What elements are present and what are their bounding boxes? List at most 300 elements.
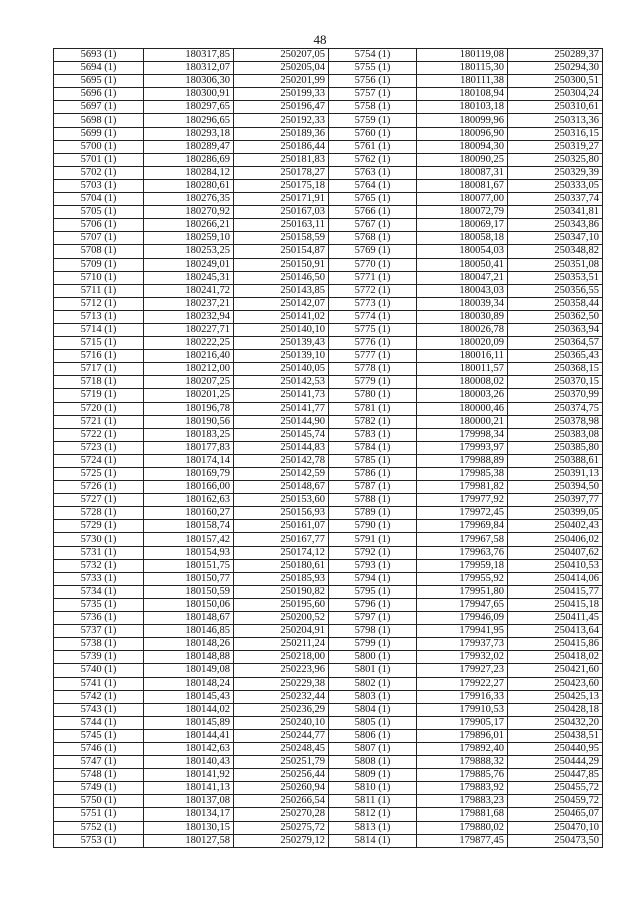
y-coordinate-cell: 250415,77	[508, 585, 603, 598]
x-coordinate-cell: 180140,43	[144, 756, 234, 769]
point-id-cell: 5771 (1)	[329, 271, 417, 284]
x-coordinate-cell: 180094,30	[417, 140, 508, 153]
table-row	[54, 677, 603, 690]
point-id-cell: 5755 (1)	[329, 62, 417, 75]
point-id-cell: 5747 (1)	[54, 756, 144, 769]
x-coordinate-cell: 179922,27	[417, 677, 508, 690]
y-coordinate-cell: 250391,13	[508, 468, 603, 481]
point-id-cell: 5770 (1)	[329, 258, 417, 271]
table-row	[54, 520, 603, 533]
point-id-cell: 5695 (1)	[54, 75, 144, 88]
point-id-cell: 5703 (1)	[54, 179, 144, 192]
x-coordinate-cell: 180306,30	[144, 75, 234, 88]
point-id-cell: 5807 (1)	[329, 742, 417, 755]
point-id-cell: 5812 (1)	[329, 808, 417, 821]
table-row	[54, 546, 603, 559]
y-coordinate-cell: 250211,24	[234, 638, 329, 651]
y-coordinate-cell: 250459,72	[508, 795, 603, 808]
x-coordinate-cell: 180276,35	[144, 193, 234, 206]
x-coordinate-cell: 180146,85	[144, 625, 234, 638]
y-coordinate-cell: 250236,29	[234, 703, 329, 716]
x-coordinate-cell: 180008,02	[417, 376, 508, 389]
y-coordinate-cell: 250368,15	[508, 363, 603, 376]
y-coordinate-cell: 250181,83	[234, 153, 329, 166]
x-coordinate-cell: 180047,21	[417, 271, 508, 284]
y-coordinate-cell: 250358,44	[508, 297, 603, 310]
point-id-cell: 5742 (1)	[54, 690, 144, 703]
x-coordinate-cell: 180148,26	[144, 638, 234, 651]
y-coordinate-cell: 250229,38	[234, 677, 329, 690]
point-id-cell: 5780 (1)	[329, 389, 417, 402]
x-coordinate-cell: 179910,53	[417, 703, 508, 716]
point-id-cell: 5786 (1)	[329, 468, 417, 481]
x-coordinate-cell: 180145,43	[144, 690, 234, 703]
y-coordinate-cell: 250161,07	[234, 520, 329, 533]
point-id-cell: 5708 (1)	[54, 245, 144, 258]
y-coordinate-cell: 250343,86	[508, 219, 603, 232]
table-row	[54, 782, 603, 795]
y-coordinate-cell: 250313,36	[508, 114, 603, 127]
y-coordinate-cell: 250185,93	[234, 572, 329, 585]
x-coordinate-cell: 180150,06	[144, 598, 234, 611]
point-id-cell: 5732 (1)	[54, 559, 144, 572]
y-coordinate-cell: 250218,00	[234, 651, 329, 664]
x-coordinate-cell: 180293,18	[144, 127, 234, 140]
y-coordinate-cell: 250140,05	[234, 363, 329, 376]
table-row	[54, 428, 603, 441]
point-id-cell: 5714 (1)	[54, 323, 144, 336]
point-id-cell: 5753 (1)	[54, 834, 144, 847]
point-id-cell: 5709 (1)	[54, 258, 144, 271]
y-coordinate-cell: 250300,51	[508, 75, 603, 88]
y-coordinate-cell: 250195,60	[234, 598, 329, 611]
y-coordinate-cell: 250351,08	[508, 258, 603, 271]
y-coordinate-cell: 250363,94	[508, 323, 603, 336]
y-coordinate-cell: 250204,91	[234, 625, 329, 638]
point-id-cell: 5731 (1)	[54, 546, 144, 559]
page-number: 48	[313, 32, 327, 47]
x-coordinate-cell: 180011,57	[417, 363, 508, 376]
y-coordinate-cell: 250223,96	[234, 664, 329, 677]
y-coordinate-cell: 250402,43	[508, 520, 603, 533]
y-coordinate-cell: 250256,44	[234, 769, 329, 782]
point-id-cell: 5729 (1)	[54, 520, 144, 533]
x-coordinate-cell: 179932,02	[417, 651, 508, 664]
y-coordinate-cell: 250150,91	[234, 258, 329, 271]
x-coordinate-cell: 180130,15	[144, 821, 234, 834]
table-row	[54, 454, 603, 467]
x-coordinate-cell: 179951,80	[417, 585, 508, 598]
x-coordinate-cell: 179883,92	[417, 782, 508, 795]
table-row	[54, 219, 603, 232]
y-coordinate-cell: 250319,27	[508, 140, 603, 153]
table-row	[54, 402, 603, 415]
y-coordinate-cell: 250266,54	[234, 795, 329, 808]
point-id-cell: 5768 (1)	[329, 232, 417, 245]
x-coordinate-cell: 180148,24	[144, 677, 234, 690]
point-id-cell: 5796 (1)	[329, 598, 417, 611]
table-row	[54, 481, 603, 494]
y-coordinate-cell: 250310,61	[508, 101, 603, 114]
x-coordinate-cell: 180286,69	[144, 153, 234, 166]
point-id-cell: 5722 (1)	[54, 428, 144, 441]
y-coordinate-cell: 250410,53	[508, 559, 603, 572]
point-id-cell: 5733 (1)	[54, 572, 144, 585]
x-coordinate-cell: 180196,78	[144, 402, 234, 415]
table-row	[54, 664, 603, 677]
point-id-cell: 5791 (1)	[329, 533, 417, 546]
point-id-cell: 5782 (1)	[329, 415, 417, 428]
y-coordinate-cell: 250294,30	[508, 62, 603, 75]
x-coordinate-cell: 180069,17	[417, 219, 508, 232]
point-id-cell: 5715 (1)	[54, 337, 144, 350]
x-coordinate-cell: 180148,88	[144, 651, 234, 664]
x-coordinate-cell: 180026,78	[417, 323, 508, 336]
x-coordinate-cell: 180232,94	[144, 310, 234, 323]
x-coordinate-cell: 179972,45	[417, 507, 508, 520]
point-id-cell: 5699 (1)	[54, 127, 144, 140]
point-id-cell: 5730 (1)	[54, 533, 144, 546]
y-coordinate-cell: 250139,43	[234, 337, 329, 350]
point-id-cell: 5696 (1)	[54, 88, 144, 101]
y-coordinate-cell: 250415,86	[508, 638, 603, 651]
point-id-cell: 5790 (1)	[329, 520, 417, 533]
point-id-cell: 5757 (1)	[329, 88, 417, 101]
point-id-cell: 5697 (1)	[54, 101, 144, 114]
y-coordinate-cell: 250364,57	[508, 337, 603, 350]
point-id-cell: 5760 (1)	[329, 127, 417, 140]
y-coordinate-cell: 250473,50	[508, 834, 603, 847]
y-coordinate-cell: 250192,33	[234, 114, 329, 127]
point-id-cell: 5756 (1)	[329, 75, 417, 88]
y-coordinate-cell: 250347,10	[508, 232, 603, 245]
y-coordinate-cell: 250455,72	[508, 782, 603, 795]
y-coordinate-cell: 250325,80	[508, 153, 603, 166]
y-coordinate-cell: 250438,51	[508, 729, 603, 742]
y-coordinate-cell: 250418,02	[508, 651, 603, 664]
y-coordinate-cell: 250260,94	[234, 782, 329, 795]
point-id-cell: 5739 (1)	[54, 651, 144, 664]
y-coordinate-cell: 250428,18	[508, 703, 603, 716]
y-coordinate-cell: 250406,02	[508, 533, 603, 546]
y-coordinate-cell: 250175,18	[234, 179, 329, 192]
table-row	[54, 769, 603, 782]
y-coordinate-cell: 250425,13	[508, 690, 603, 703]
point-id-cell: 5787 (1)	[329, 481, 417, 494]
y-coordinate-cell: 250141,73	[234, 389, 329, 402]
y-coordinate-cell: 250171,91	[234, 193, 329, 206]
point-id-cell: 5808 (1)	[329, 756, 417, 769]
x-coordinate-cell: 180072,79	[417, 206, 508, 219]
point-id-cell: 5761 (1)	[329, 140, 417, 153]
table-row	[54, 559, 603, 572]
y-coordinate-cell: 250421,60	[508, 664, 603, 677]
y-coordinate-cell: 250144,90	[234, 415, 329, 428]
point-id-cell: 5704 (1)	[54, 193, 144, 206]
table-row	[54, 756, 603, 769]
point-id-cell: 5752 (1)	[54, 821, 144, 834]
x-coordinate-cell: 179937,73	[417, 638, 508, 651]
point-id-cell: 5759 (1)	[329, 114, 417, 127]
x-coordinate-cell: 180099,96	[417, 114, 508, 127]
y-coordinate-cell: 250407,62	[508, 546, 603, 559]
point-id-cell: 5775 (1)	[329, 323, 417, 336]
x-coordinate-cell: 180296,65	[144, 114, 234, 127]
table-row	[54, 376, 603, 389]
y-coordinate-cell: 250248,45	[234, 742, 329, 755]
x-coordinate-cell: 180020,09	[417, 337, 508, 350]
table-row	[54, 350, 603, 363]
x-coordinate-cell: 179947,65	[417, 598, 508, 611]
point-id-cell: 5720 (1)	[54, 402, 144, 415]
x-coordinate-cell: 180201,25	[144, 389, 234, 402]
x-coordinate-cell: 180144,02	[144, 703, 234, 716]
point-id-cell: 5777 (1)	[329, 350, 417, 363]
table-row	[54, 821, 603, 834]
point-id-cell: 5803 (1)	[329, 690, 417, 703]
y-coordinate-cell: 250201,99	[234, 75, 329, 88]
x-coordinate-cell: 180259,10	[144, 232, 234, 245]
table-row	[54, 729, 603, 742]
y-coordinate-cell: 250199,33	[234, 88, 329, 101]
x-coordinate-cell: 179969,84	[417, 520, 508, 533]
point-id-cell: 5764 (1)	[329, 179, 417, 192]
table-row	[54, 389, 603, 402]
y-coordinate-cell: 250178,27	[234, 166, 329, 179]
point-id-cell: 5749 (1)	[54, 782, 144, 795]
y-coordinate-cell: 250167,03	[234, 206, 329, 219]
y-coordinate-cell: 250141,02	[234, 310, 329, 323]
x-coordinate-cell: 180087,31	[417, 166, 508, 179]
x-coordinate-cell: 179946,09	[417, 612, 508, 625]
y-coordinate-cell: 250146,50	[234, 271, 329, 284]
point-id-cell: 5710 (1)	[54, 271, 144, 284]
x-coordinate-cell: 179985,38	[417, 468, 508, 481]
point-id-cell: 5748 (1)	[54, 769, 144, 782]
x-coordinate-cell: 179877,45	[417, 834, 508, 847]
point-id-cell: 5735 (1)	[54, 598, 144, 611]
y-coordinate-cell: 250316,15	[508, 127, 603, 140]
y-coordinate-cell: 250143,85	[234, 284, 329, 297]
x-coordinate-cell: 180289,47	[144, 140, 234, 153]
point-id-cell: 5734 (1)	[54, 585, 144, 598]
x-coordinate-cell: 180090,25	[417, 153, 508, 166]
x-coordinate-cell: 180312,07	[144, 62, 234, 75]
y-coordinate-cell: 250275,72	[234, 821, 329, 834]
point-id-cell: 5766 (1)	[329, 206, 417, 219]
x-coordinate-cell: 180003,26	[417, 389, 508, 402]
y-coordinate-cell: 250470,10	[508, 821, 603, 834]
x-coordinate-cell: 179993,97	[417, 441, 508, 454]
x-coordinate-cell: 179880,02	[417, 821, 508, 834]
point-id-cell: 5726 (1)	[54, 481, 144, 494]
table-row	[54, 638, 603, 651]
x-coordinate-cell: 179916,33	[417, 690, 508, 703]
point-id-cell: 5737 (1)	[54, 625, 144, 638]
point-id-cell: 5785 (1)	[329, 454, 417, 467]
x-coordinate-cell: 180111,38	[417, 75, 508, 88]
x-coordinate-cell: 180148,67	[144, 612, 234, 625]
point-id-cell: 5746 (1)	[54, 742, 144, 755]
x-coordinate-cell: 180177,83	[144, 441, 234, 454]
x-coordinate-cell: 180300,91	[144, 88, 234, 101]
x-coordinate-cell: 180050,41	[417, 258, 508, 271]
point-id-cell: 5813 (1)	[329, 821, 417, 834]
point-id-cell: 5725 (1)	[54, 468, 144, 481]
point-id-cell: 5721 (1)	[54, 415, 144, 428]
y-coordinate-cell: 250189,36	[234, 127, 329, 140]
x-coordinate-cell: 180270,92	[144, 206, 234, 219]
table-row	[54, 232, 603, 245]
y-coordinate-cell: 250304,24	[508, 88, 603, 101]
point-id-cell: 5724 (1)	[54, 454, 144, 467]
point-id-cell: 5705 (1)	[54, 206, 144, 219]
point-id-cell: 5779 (1)	[329, 376, 417, 389]
x-coordinate-cell: 180043,03	[417, 284, 508, 297]
table-row	[54, 468, 603, 481]
x-coordinate-cell: 180149,08	[144, 664, 234, 677]
point-id-cell: 5799 (1)	[329, 638, 417, 651]
y-coordinate-cell: 250365,43	[508, 350, 603, 363]
y-coordinate-cell: 250362,50	[508, 310, 603, 323]
x-coordinate-cell: 180245,31	[144, 271, 234, 284]
point-id-cell: 5795 (1)	[329, 585, 417, 598]
x-coordinate-cell: 180158,74	[144, 520, 234, 533]
x-coordinate-cell: 180157,42	[144, 533, 234, 546]
y-coordinate-cell: 250397,77	[508, 494, 603, 507]
x-coordinate-cell: 179981,82	[417, 481, 508, 494]
table-row	[54, 808, 603, 821]
x-coordinate-cell: 180134,17	[144, 808, 234, 821]
y-coordinate-cell: 250341,81	[508, 206, 603, 219]
point-id-cell: 5774 (1)	[329, 310, 417, 323]
point-id-cell: 5781 (1)	[329, 402, 417, 415]
point-id-cell: 5717 (1)	[54, 363, 144, 376]
point-id-cell: 5809 (1)	[329, 769, 417, 782]
point-id-cell: 5694 (1)	[54, 62, 144, 75]
point-id-cell: 5738 (1)	[54, 638, 144, 651]
y-coordinate-cell: 250337,74	[508, 193, 603, 206]
x-coordinate-cell: 180144,41	[144, 729, 234, 742]
y-coordinate-cell: 250141,77	[234, 402, 329, 415]
x-coordinate-cell: 180119,08	[417, 49, 508, 62]
table-row	[54, 323, 603, 336]
point-id-cell: 5792 (1)	[329, 546, 417, 559]
point-id-cell: 5750 (1)	[54, 795, 144, 808]
point-id-cell: 5805 (1)	[329, 716, 417, 729]
table-row	[54, 271, 603, 284]
x-coordinate-cell: 180000,46	[417, 402, 508, 415]
point-id-cell: 5762 (1)	[329, 153, 417, 166]
point-id-cell: 5806 (1)	[329, 729, 417, 742]
x-coordinate-cell: 180169,79	[144, 468, 234, 481]
x-coordinate-cell: 180222,25	[144, 337, 234, 350]
point-id-cell: 5800 (1)	[329, 651, 417, 664]
y-coordinate-cell: 250414,06	[508, 572, 603, 585]
y-coordinate-cell: 250140,10	[234, 323, 329, 336]
x-coordinate-cell: 179896,01	[417, 729, 508, 742]
point-id-cell: 5693 (1)	[54, 49, 144, 62]
x-coordinate-cell: 180227,71	[144, 323, 234, 336]
table-row	[54, 507, 603, 520]
y-coordinate-cell: 250388,61	[508, 454, 603, 467]
y-coordinate-cell: 250142,78	[234, 454, 329, 467]
table-row	[54, 572, 603, 585]
x-coordinate-cell: 179988,89	[417, 454, 508, 467]
point-id-cell: 5797 (1)	[329, 612, 417, 625]
y-coordinate-cell: 250413,64	[508, 625, 603, 638]
point-id-cell: 5751 (1)	[54, 808, 144, 821]
point-id-cell: 5706 (1)	[54, 219, 144, 232]
x-coordinate-cell: 180212,00	[144, 363, 234, 376]
x-coordinate-cell: 180253,25	[144, 245, 234, 258]
point-id-cell: 5798 (1)	[329, 625, 417, 638]
table-row	[54, 193, 603, 206]
coordinates-table	[53, 48, 603, 848]
y-coordinate-cell: 250279,12	[234, 834, 329, 847]
y-coordinate-cell: 250348,82	[508, 245, 603, 258]
x-coordinate-cell: 180142,63	[144, 742, 234, 755]
point-id-cell: 5814 (1)	[329, 834, 417, 847]
y-coordinate-cell: 250163,11	[234, 219, 329, 232]
x-coordinate-cell: 180216,40	[144, 350, 234, 363]
point-id-cell: 5723 (1)	[54, 441, 144, 454]
y-coordinate-cell: 250174,12	[234, 546, 329, 559]
x-coordinate-cell: 180190,56	[144, 415, 234, 428]
point-id-cell: 5801 (1)	[329, 664, 417, 677]
point-id-cell: 5745 (1)	[54, 729, 144, 742]
table-row	[54, 75, 603, 88]
x-coordinate-cell: 179941,95	[417, 625, 508, 638]
table-row	[54, 834, 603, 847]
point-id-cell: 5707 (1)	[54, 232, 144, 245]
x-coordinate-cell: 179963,76	[417, 546, 508, 559]
x-coordinate-cell: 180115,30	[417, 62, 508, 75]
point-id-cell: 5767 (1)	[329, 219, 417, 232]
y-coordinate-cell: 250232,44	[234, 690, 329, 703]
y-coordinate-cell: 250142,07	[234, 297, 329, 310]
x-coordinate-cell: 180297,65	[144, 101, 234, 114]
y-coordinate-cell: 250378,98	[508, 415, 603, 428]
point-id-cell: 5804 (1)	[329, 703, 417, 716]
x-coordinate-cell: 180237,21	[144, 297, 234, 310]
point-id-cell: 5744 (1)	[54, 716, 144, 729]
point-id-cell: 5743 (1)	[54, 703, 144, 716]
point-id-cell: 5711 (1)	[54, 284, 144, 297]
y-coordinate-cell: 250370,15	[508, 376, 603, 389]
y-coordinate-cell: 250394,50	[508, 481, 603, 494]
point-id-cell: 5740 (1)	[54, 664, 144, 677]
x-coordinate-cell: 180054,03	[417, 245, 508, 258]
y-coordinate-cell: 250423,60	[508, 677, 603, 690]
x-coordinate-cell: 179955,92	[417, 572, 508, 585]
point-id-cell: 5811 (1)	[329, 795, 417, 808]
x-coordinate-cell: 180160,27	[144, 507, 234, 520]
point-id-cell: 5776 (1)	[329, 337, 417, 350]
y-coordinate-cell: 250411,45	[508, 612, 603, 625]
point-id-cell: 5810 (1)	[329, 782, 417, 795]
y-coordinate-cell: 250440,95	[508, 742, 603, 755]
x-coordinate-cell: 180081,67	[417, 179, 508, 192]
point-id-cell: 5794 (1)	[329, 572, 417, 585]
x-coordinate-cell: 180058,18	[417, 232, 508, 245]
x-coordinate-cell: 180150,59	[144, 585, 234, 598]
y-coordinate-cell: 250240,10	[234, 716, 329, 729]
table-row	[54, 206, 603, 219]
y-coordinate-cell: 250190,82	[234, 585, 329, 598]
x-coordinate-cell: 179977,92	[417, 494, 508, 507]
point-id-cell: 5802 (1)	[329, 677, 417, 690]
